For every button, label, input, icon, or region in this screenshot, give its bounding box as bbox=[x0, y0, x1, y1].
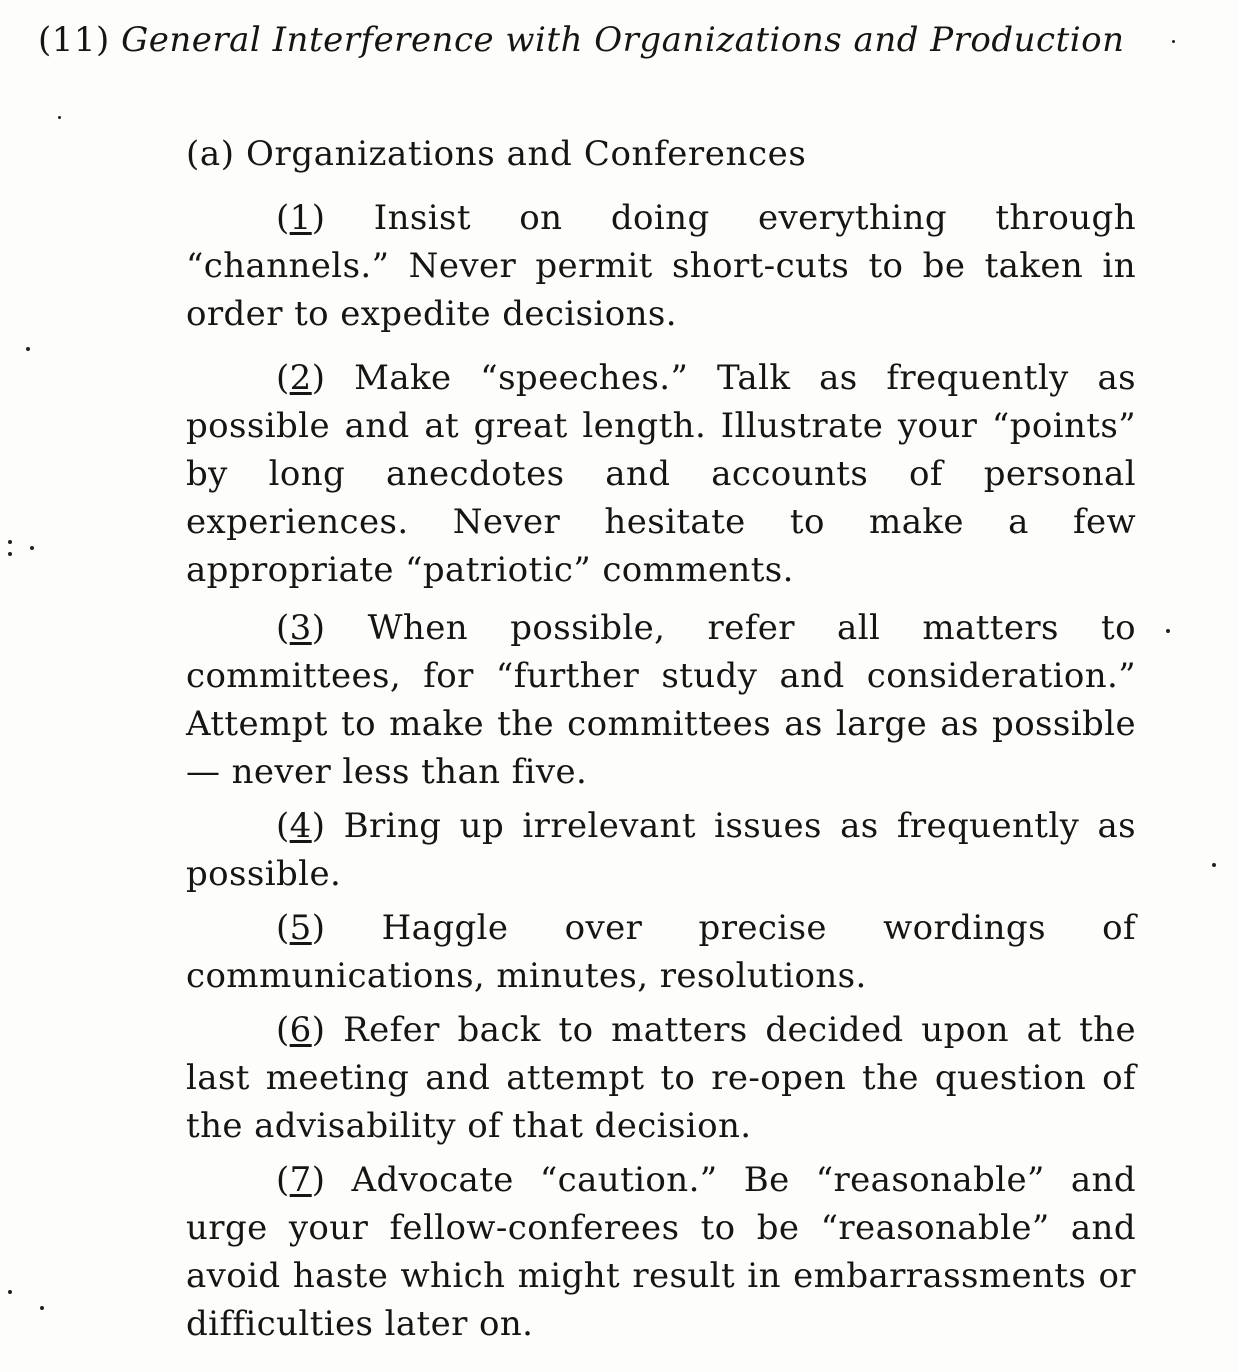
list-item: (1) Insist on doing everything through “channels.” Never permit short-cuts to be taken in order to expedite decisions. bbox=[186, 198, 1136, 334]
item-text: Advocate “caution.” Be “reasonable” and urge your fellow-conferees to be “reasonable” and avoid haste which might result in embarrassments or difficulties later on. bbox=[186, 1160, 1137, 1344]
item-text: Make “speeches.” Talk as frequently as possible and at great length. Illustrate your “points” by long anecdotes and accounts of personal experiences. Never hesitate to make a few appropriate “patriotic” comments. bbox=[186, 358, 1137, 590]
item-number: 1 bbox=[289, 198, 312, 238]
scan-speck bbox=[8, 540, 12, 544]
scan-speck bbox=[1166, 629, 1170, 633]
section-heading bbox=[38, 16, 1128, 64]
scan-speck bbox=[30, 546, 34, 550]
item-text: When possible, refer all matters to committees, for “further study and consideration.” Attempt to make the committees as large as possible — never less than five. bbox=[186, 608, 1136, 792]
item-number: 7 bbox=[289, 1160, 312, 1200]
scan-speck bbox=[8, 1290, 12, 1294]
scan-speck bbox=[1172, 40, 1175, 43]
scan-speck bbox=[8, 552, 12, 556]
scan-speck bbox=[58, 116, 61, 119]
item-number: 3 bbox=[289, 608, 312, 648]
list-item: (5) Haggle over precise wordings of communications, minutes, resolutions. bbox=[186, 908, 1137, 996]
section-number: (11) bbox=[38, 20, 110, 60]
list-item: (4) Bring up irrelevant issues as frequently as possible. bbox=[186, 806, 1136, 894]
item-text: Haggle over precise wordings of communications, minutes, resolutions. bbox=[186, 908, 1137, 996]
subsection-heading: (a) Organizations and Conferences bbox=[186, 134, 807, 174]
item-number: 4 bbox=[289, 806, 312, 846]
item-number: 6 bbox=[289, 1010, 312, 1050]
list-item: (6) Refer back to matters decided upon at the last meeting and attempt to re-open the question of the advisability of that decision. bbox=[186, 1010, 1136, 1146]
scan-speck bbox=[40, 1306, 44, 1310]
item-text: Refer back to matters decided upon at the last meeting and attempt to re-open the question of the advisability of that decision. bbox=[186, 1010, 1136, 1146]
scan-speck bbox=[26, 347, 30, 351]
item-text: Insist on doing everything through “channels.” Never permit short-cuts to be taken in order to expedite decisions. bbox=[186, 198, 1136, 334]
section-title: General Interference with Organizations and Production bbox=[121, 20, 1125, 60]
list-item: (3) When possible, refer all matters to committees, for “further study and consideration.” Attempt to make the committees as large as possible — never less than five. bbox=[186, 608, 1136, 792]
item-number: 2 bbox=[289, 358, 312, 398]
list-item: (2) Make “speeches.” Talk as frequently as possible and at great length. Illustrate your “points” by long anecdotes and accounts of personal experiences. Never hesitate to make a few appropriate “patriotic” comments. bbox=[186, 358, 1137, 590]
item-text: Bring up irrelevant issues as frequently as possible. bbox=[186, 806, 1136, 894]
list-item: (7) Advocate “caution.” Be “reasonable” and urge your fellow-conferees to be “reasonable” and avoid haste which might result in embarrassments or difficulties later on. bbox=[186, 1160, 1137, 1344]
item-number: 5 bbox=[289, 908, 312, 948]
scan-speck bbox=[1212, 863, 1216, 867]
